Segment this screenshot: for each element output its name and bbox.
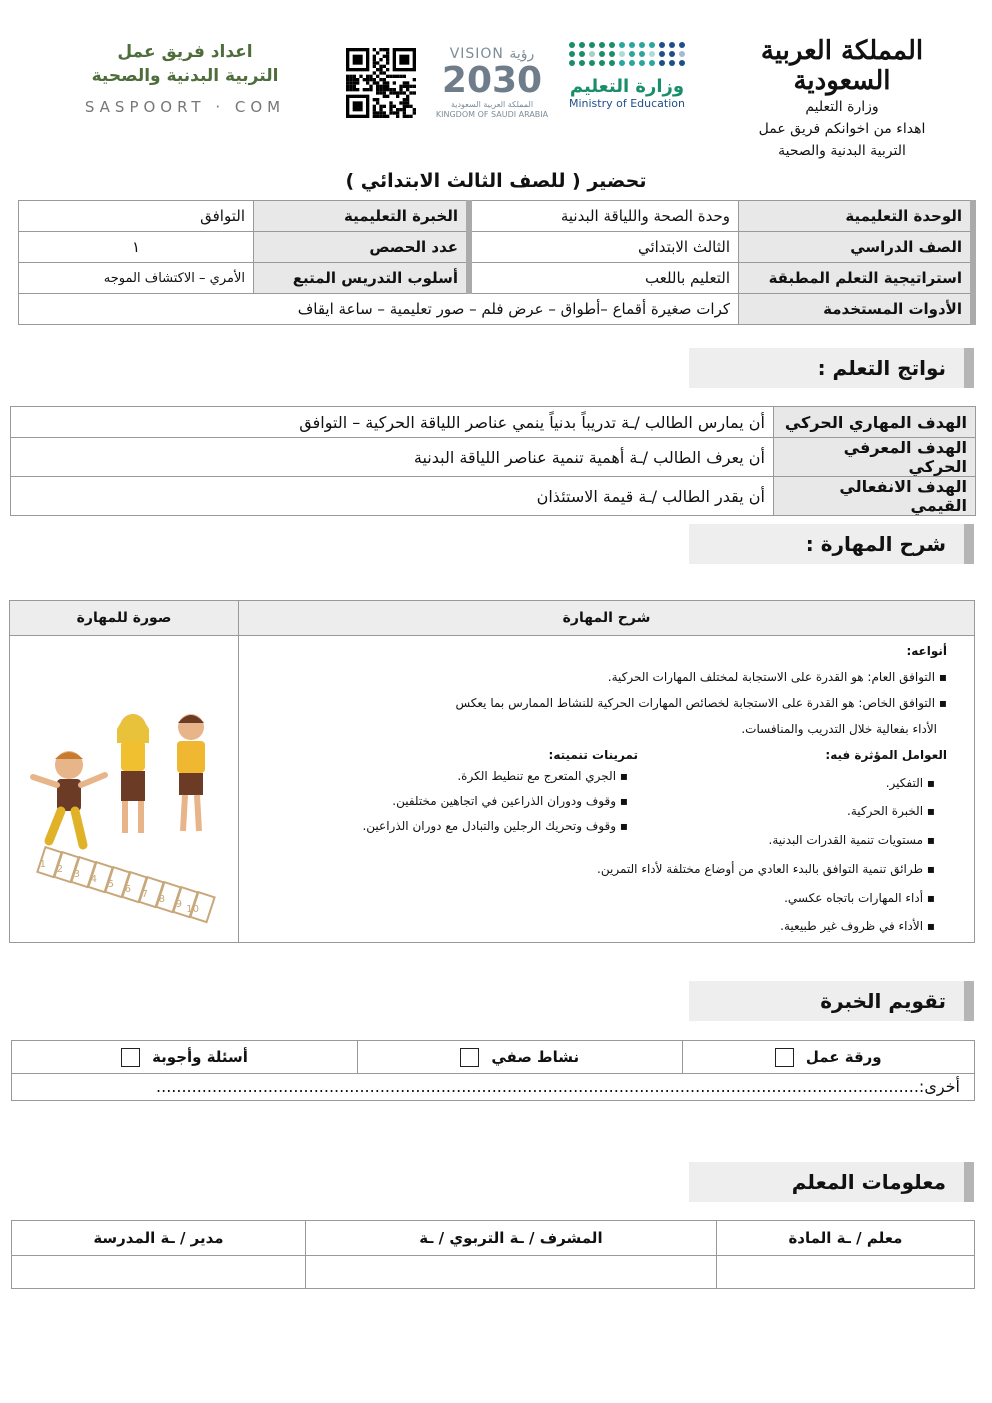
hopscotch-grid xyxy=(37,847,214,922)
boy-jumping-icon xyxy=(33,751,105,845)
hopscotch-number: 3 xyxy=(73,869,80,880)
hopscotch-number: 2 xyxy=(56,864,63,875)
supervisor-signature-cell[interactable] xyxy=(305,1256,716,1289)
teacher-heading: معلومات المعلم xyxy=(689,1162,974,1202)
moe-english: Ministry of Education xyxy=(568,97,685,110)
hopscotch-number: 4 xyxy=(90,874,97,885)
skill-explanation xyxy=(240,637,973,937)
vision-arabic: المملكة العربية السعودية xyxy=(450,100,534,109)
factor-item: ▪ أداء المهارات باتجاه عكسي. xyxy=(784,891,935,905)
hopscotch-number: 9 xyxy=(175,899,182,910)
exercise-item: ▪ وقوف ودوران الذراعين في اتجاهين مختلفين. xyxy=(392,794,628,808)
vision-year: 2030 xyxy=(441,60,543,101)
unit-value: وحدة الصحة واللياقة البدنية xyxy=(469,201,739,232)
qr-code-icon xyxy=(346,48,416,118)
strategy-value: التعليم باللعب xyxy=(469,263,739,294)
teacher-table xyxy=(11,1220,975,1289)
method-label: أسلوب التدريس المتبع xyxy=(254,263,470,294)
hopscotch-number: 7 xyxy=(141,889,148,900)
worksheet-label: ورقة عمل xyxy=(805,1047,882,1066)
gift-line-2: التربية البدنية والصحية xyxy=(778,143,906,159)
activity-label: نشاط صفي xyxy=(491,1047,580,1066)
girl-standing-icon xyxy=(117,714,149,833)
moe-logo xyxy=(562,42,692,110)
qa-label: أسئلة وأجوبة xyxy=(152,1047,248,1066)
teacher-signature-cell[interactable] xyxy=(716,1256,974,1289)
boy-standing-icon xyxy=(177,714,205,831)
vision-english: KINGDOM OF SAUDI ARABIA xyxy=(435,110,549,119)
skill-explain-header: شرح المهارة xyxy=(239,601,975,636)
factor-item: ▪ التفكير. xyxy=(885,776,935,790)
worksheet-option[interactable] xyxy=(682,1041,975,1074)
factors-title: العوامل المؤثرة فيه: xyxy=(825,748,947,762)
skill-image-header: صورة للمهارة xyxy=(10,601,239,636)
grade-label: الصف الدراسي xyxy=(739,232,974,263)
hopscotch-number: 1 xyxy=(39,859,46,870)
moe-dots-icon xyxy=(562,42,692,66)
tools-value: كرات صغيرة أقماع –أطواق – عرض فلم – صور تعليمية – ساعة ايقاف xyxy=(19,294,739,325)
method-value: الأمري – الاكتشاف الموجه xyxy=(19,263,254,294)
activity-checkbox[interactable] xyxy=(460,1048,479,1067)
kingdom-name: المملكة العربية السعودية xyxy=(760,36,924,96)
vision-logo xyxy=(432,46,552,120)
strategy-label: استراتيجية التعلم المطبقة xyxy=(739,263,974,294)
moe-arabic: وزارة التعليم xyxy=(569,76,685,97)
worksheet-checkbox[interactable] xyxy=(775,1048,794,1067)
types-title: أنواعه: xyxy=(906,644,947,658)
lessons-value: ١ xyxy=(19,232,254,263)
motor-goal-value: أن يمارس الطالب /ـة تدريباً بدنياً ينمي عناصر اللياقة الحركية – التوافق xyxy=(11,407,774,438)
experience-label: الخبرة التعليمية xyxy=(254,201,470,232)
exercises-title: تمرينات تنميته: xyxy=(548,748,638,762)
factor-item: ▪ مستويات تنمية القدرات البدنية. xyxy=(768,833,935,847)
tools-label: الأدوات المستخدمة xyxy=(739,294,974,325)
unit-label: الوحدة التعليمية xyxy=(739,201,974,232)
page-title: تحضير ( للصف الثالث الابتدائي ) xyxy=(345,170,647,192)
other-field[interactable]: أخرى:...................................................................................................................................................... xyxy=(11,1073,975,1101)
outcomes-table xyxy=(10,406,976,516)
hopscotch-number: 5 xyxy=(107,879,114,890)
ministry-line: وزارة التعليم xyxy=(805,99,879,115)
activity-option[interactable] xyxy=(358,1041,682,1074)
supervisor-column: المشرف / ـة التربوي / ـة xyxy=(305,1221,716,1256)
principal-column: مدير / ـة المدرسة xyxy=(12,1221,306,1256)
motor-goal-label: الهدف المهاري الحركي xyxy=(774,407,976,438)
gift-line-1: اهداء من اخوانكم فريق عمل xyxy=(758,121,926,137)
outcomes-heading: نواتج التعلم : xyxy=(689,348,974,388)
cognitive-goal-label: الهدف المعرفي الحركي xyxy=(774,438,976,477)
exercise-item: ▪ وقوف وتحريك الرجلين والتبادل مع دوران الذراعين. xyxy=(362,819,628,833)
qa-option[interactable] xyxy=(12,1041,358,1074)
vision-word: VISION رؤية xyxy=(449,46,535,62)
general-coordination: ▪ التوافق العام: هو القدرة على الاستجابة لمختلف المهارات الحركية. xyxy=(607,670,947,684)
affective-goal-label: الهدف الانفعالي القيمي xyxy=(774,477,976,516)
hopscotch-number: 10 xyxy=(186,904,199,915)
team-line-2: التربية البدنية والصحية xyxy=(91,66,279,86)
evaluation-table xyxy=(11,1040,975,1074)
lesson-info-table xyxy=(18,200,976,325)
skill-table xyxy=(9,600,975,943)
site-name: SASPOORT · COM xyxy=(84,98,286,116)
skill-heading: شرح المهارة : xyxy=(689,524,974,564)
affective-goal-value: أن يقدر الطالب /ـة قيمة الاستئذان xyxy=(11,477,774,516)
kids-hopscotch-illustration xyxy=(13,637,237,937)
team-logo xyxy=(70,40,300,116)
factor-item: ▪ الخبرة الحركية. xyxy=(847,804,935,818)
factor-item: ▪ طرائق تنمية التوافق بالبدء العادي من أوضاع مختلفة لأداء التمرين. xyxy=(597,862,935,876)
exercise-item: ▪ الجري المتعرج مع تنطيط الكرة. xyxy=(457,769,628,783)
cognitive-goal-value: أن يعرف الطالب /ـة أهمية تنمية عناصر اللياقة البدنية xyxy=(11,438,774,477)
grade-value: الثالث الابتدائي xyxy=(469,232,739,263)
qa-checkbox[interactable] xyxy=(121,1048,140,1067)
hopscotch-number: 8 xyxy=(158,894,165,905)
kingdom-header xyxy=(732,36,952,162)
lessons-label: عدد الحصص xyxy=(254,232,470,263)
evaluation-heading: تقويم الخبرة xyxy=(689,981,974,1021)
special-coordination-2: الأداء بفعالية خلال التدريب والمنافسات. xyxy=(741,722,937,736)
experience-value: التوافق xyxy=(19,201,254,232)
teacher-column: معلم / ـة المادة xyxy=(716,1221,974,1256)
principal-signature-cell[interactable] xyxy=(12,1256,306,1289)
factor-item: ▪ الأداء في ظروف غير طبيعية. xyxy=(780,919,935,933)
team-line-1: اعداد فريق عمل xyxy=(117,42,253,62)
special-coordination-1: ▪ التوافق الخاص: هو القدرة على الاستجابة لخصائص المهارات الحركية للنشاط الممارس بما يعكس xyxy=(455,696,947,710)
hopscotch-number: 6 xyxy=(124,884,131,895)
